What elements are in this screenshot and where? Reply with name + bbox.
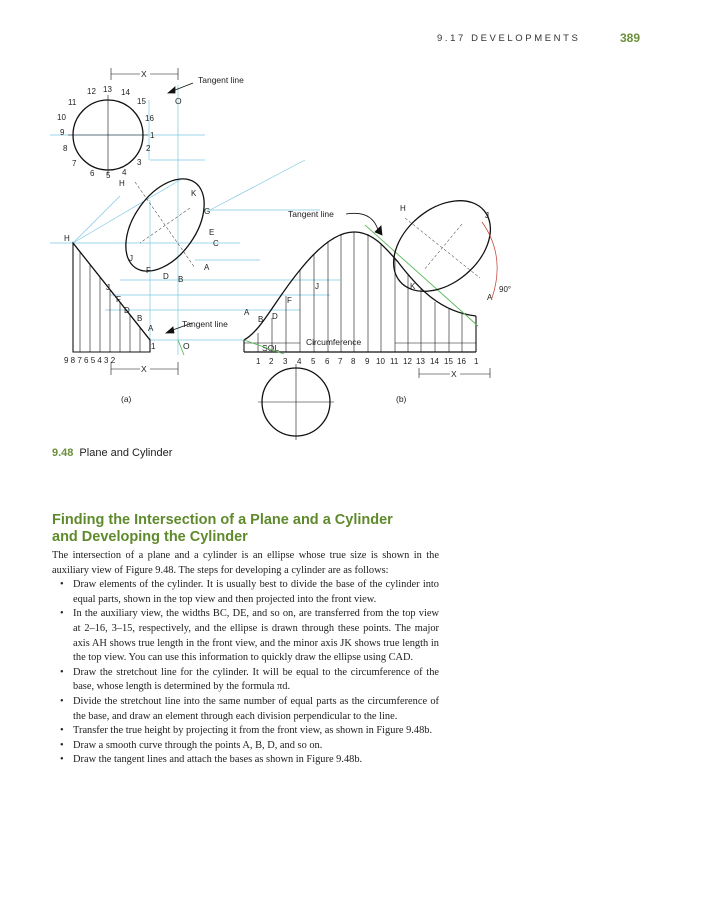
point-o-a: O xyxy=(183,341,190,351)
ell-pt-h: H xyxy=(400,204,406,213)
caption-number: 9.48 xyxy=(52,447,74,459)
front-view-cylinder-a xyxy=(73,243,150,352)
num-8: 8 xyxy=(63,144,68,153)
stretchout-numbers xyxy=(256,357,479,366)
so-15: 15 xyxy=(444,357,453,366)
num-11: 11 xyxy=(68,98,77,107)
num-6: 6 xyxy=(90,169,95,178)
num-1: 1 xyxy=(150,131,155,140)
so-16: 16 xyxy=(457,357,466,366)
so-7: 7 xyxy=(338,357,343,366)
figure-9-48 xyxy=(0,0,702,440)
projection-lines-a xyxy=(50,85,340,355)
part-b-label: (b) xyxy=(396,394,407,404)
dev-pt-b: B xyxy=(258,315,264,324)
num-7: 7 xyxy=(72,159,77,168)
dev-pt-f: F xyxy=(287,296,292,305)
pt-e: E xyxy=(209,228,215,237)
figure-caption xyxy=(52,447,172,459)
pt-d-aux: D xyxy=(163,272,169,281)
tangent-arrows-a xyxy=(166,83,193,355)
so-5: 5 xyxy=(311,357,316,366)
num-9: 9 xyxy=(60,128,65,137)
step-item: • Draw the tangent lines and attach the bases as shown in Figure 9.48b. xyxy=(52,753,439,768)
num-2: 2 xyxy=(146,144,151,153)
num-10: 10 xyxy=(57,113,66,122)
pt-j-aux: J xyxy=(129,254,133,263)
base-circle-b xyxy=(258,364,334,440)
ell-pt-a: A xyxy=(487,293,493,302)
body-text xyxy=(52,549,439,768)
dev-pt-d: D xyxy=(272,312,278,321)
caption-text: Plane and Cylinder xyxy=(79,447,173,459)
pt-d-front: D xyxy=(124,306,130,315)
step-item: • Transfer the true height by projecting it from the front view, as shown in Figure 9.48b. xyxy=(52,724,439,739)
so-4: 4 xyxy=(297,357,302,366)
so-1-end: 1 xyxy=(474,357,479,366)
ninety-degree-label: 90° xyxy=(499,285,512,294)
development-b xyxy=(244,232,476,352)
pt-c: C xyxy=(213,239,219,248)
dev-pt-k: K xyxy=(410,282,416,291)
num-13: 13 xyxy=(103,85,112,94)
so-2: 2 xyxy=(269,357,274,366)
pt-h-top: H xyxy=(119,179,125,188)
dim-x-a-bottom-label: X xyxy=(141,364,147,374)
num-16: 16 xyxy=(145,114,154,123)
step-item: • Divide the stretchout line into the same number of equal parts as the circumference of the base, and draw an element through each division perpendicular to the line. xyxy=(52,695,439,724)
point-o-top: O xyxy=(175,96,182,106)
section-title xyxy=(52,512,452,546)
pt-b-front: B xyxy=(137,314,143,323)
step-item: • Draw elements of the cylinder. It is usually best to divide the base of the cylinder into equal parts, shown in the top view and then projected into the front view. xyxy=(52,578,439,607)
num-5: 5 xyxy=(106,171,111,180)
running-header-section: 9.17 DEVELOPMENTS xyxy=(437,33,581,44)
num-4: 4 xyxy=(122,168,127,177)
ell-pt-j: J xyxy=(485,211,489,220)
pt-k: K xyxy=(191,189,197,198)
step-item: • Draw a smooth curve through the points A, B, D, and so on. xyxy=(52,739,439,754)
pt-a-aux: A xyxy=(204,263,210,272)
so-12: 12 xyxy=(403,357,412,366)
pt-b-aux: B xyxy=(178,275,184,284)
tangent-lines-b xyxy=(244,225,478,354)
so-10: 10 xyxy=(376,357,385,366)
bottom-numbers-a: 9 8 7 6 5 4 3 2 xyxy=(64,356,116,365)
top-view-numbers xyxy=(57,85,155,180)
page-number: 389 xyxy=(620,31,641,45)
sol-label: SOL xyxy=(262,343,280,353)
so-3: 3 xyxy=(283,357,288,366)
pt-f-front: F xyxy=(116,295,121,304)
pt-j-front: J xyxy=(106,283,110,292)
pt-a-front: A xyxy=(148,324,154,333)
so-9: 9 xyxy=(365,357,370,366)
circumference-label: Circumference xyxy=(306,337,362,347)
auxiliary-ellipse-b xyxy=(376,182,508,309)
top-view-circle xyxy=(68,95,148,175)
tangent-line-label-a: Tangent line xyxy=(182,319,228,329)
num-14: 14 xyxy=(121,88,130,97)
num-12: 12 xyxy=(87,87,96,96)
part-a-label: (a) xyxy=(121,394,132,404)
pt-g: G xyxy=(204,207,211,216)
so-8: 8 xyxy=(351,357,356,366)
num-3: 3 xyxy=(137,158,142,167)
bottom-one-a: 1 xyxy=(151,342,156,351)
tangent-line-label-b: Tangent line xyxy=(288,209,334,219)
intro-paragraph: The intersection of a plane and a cylinder is an ellipse whose true size is shown in the auxiliary view of Figure 9.48. The steps for developing a cylinder are as follows: xyxy=(52,550,439,576)
pt-h-front: H xyxy=(64,234,70,243)
step-item: • In the auxiliary view, the widths BC, DE, and so on, are transferred from the top view at 2–16, 3–15, respectively, and the ellipse is drawn through these points. The major axis AH shows true length in the front view, and the minor axis JK shows true length in the top view. You can use this information to quickly draw the ellipse using CAD. xyxy=(52,607,439,665)
dim-x-b-bottom-label: X xyxy=(451,369,457,379)
steps-list xyxy=(52,578,439,768)
tangent-line-label-top: Tangent line xyxy=(198,75,244,85)
section-title-line-1: Finding the Intersection of a Plane and a Cylinder xyxy=(52,512,393,528)
so-6: 6 xyxy=(325,357,330,366)
pt-f-aux: F xyxy=(146,266,151,275)
step-item: • Draw the stretchout line for the cylinder. It will be equal to the circumference of the base, whose length is determined by the formula πd. xyxy=(52,666,439,695)
num-15: 15 xyxy=(137,97,146,106)
so-11: 11 xyxy=(390,357,399,366)
dev-pt-j: J xyxy=(315,282,319,291)
dev-pt-a: A xyxy=(244,308,250,317)
dim-x-top-label: X xyxy=(141,69,147,79)
section-title-line-2: and Developing the Cylinder xyxy=(52,529,248,545)
so-13: 13 xyxy=(416,357,425,366)
so-14: 14 xyxy=(430,357,439,366)
so-1: 1 xyxy=(256,357,261,366)
